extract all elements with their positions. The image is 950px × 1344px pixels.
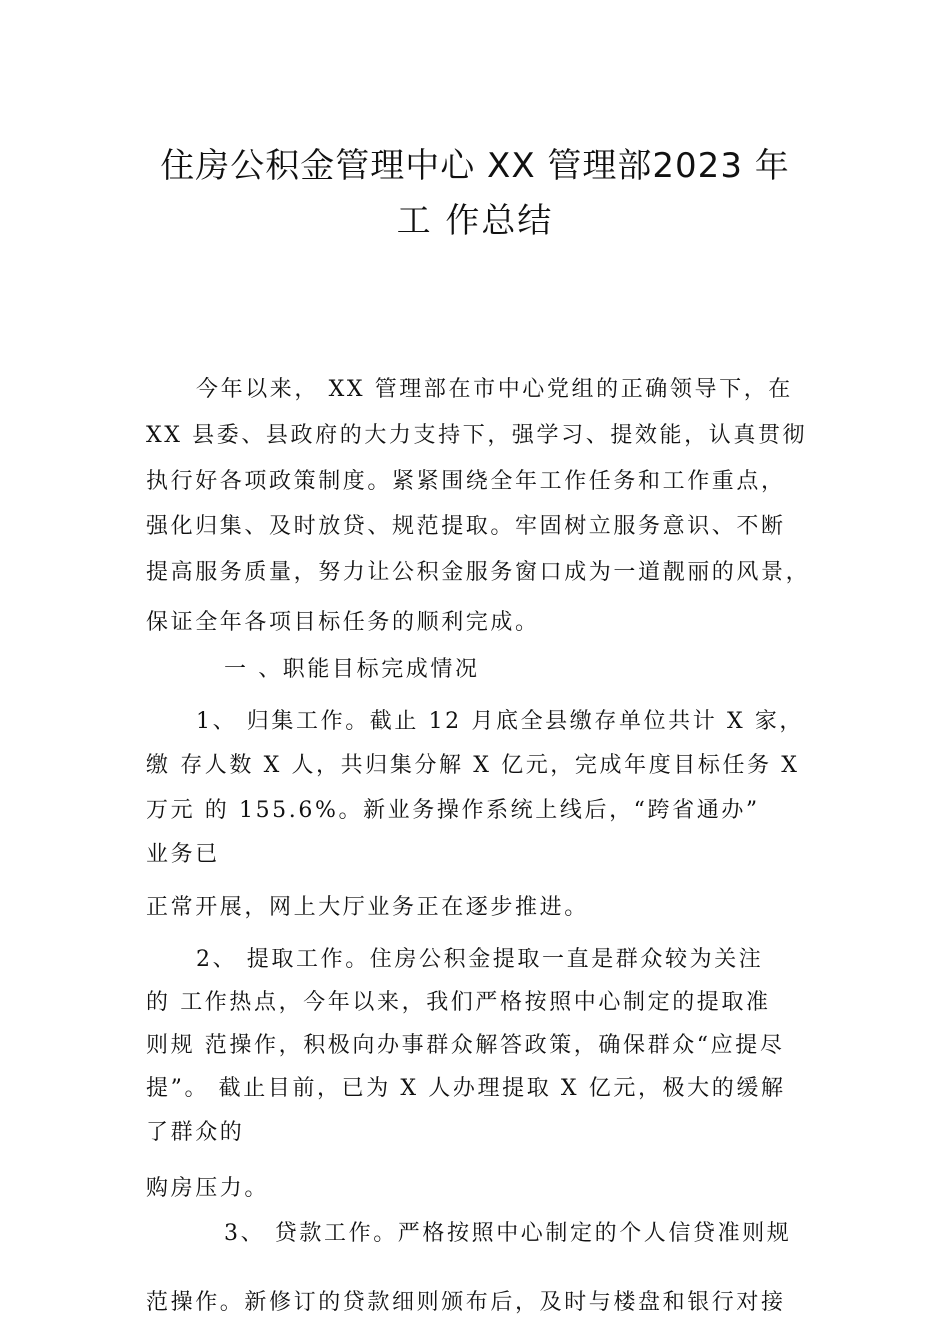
paragraph-line: 保证全年各项目标任务的顺利完成。 (146, 610, 540, 635)
paragraph-line: 正常开展，网上大厅业务正在逐步推进。 (146, 895, 589, 920)
paragraph-line: 3、 贷款工作。严格按照中心制定的个人信贷准则规 (224, 1221, 792, 1246)
paragraph-line: 1、 归集工作。截止 12 月底全县缴存单位共计 X 家， (196, 709, 805, 734)
paragraph-line: 了群众的 (146, 1120, 245, 1145)
document-title-line-1: 住房公积金管理中心 XX 管理部2023 年 (160, 146, 790, 186)
paragraph-line: 范操作。新修订的贷款细则颁布后，及时与楼盘和银行对接 (146, 1290, 786, 1315)
paragraph-line: 缴 存人数 X 人，共归集分解 X 亿元，完成年度目标任务 X (146, 753, 800, 778)
paragraph-line: XX 县委、县政府的大力支持下，强学习、提效能，认真贯彻 (146, 423, 808, 448)
paragraph-line: 业务已 (146, 842, 220, 867)
document-title-line-2: 工 作总结 (396, 201, 554, 241)
paragraph-line: 2、 提取工作。住房公积金提取一直是群众较为关注 (196, 947, 764, 972)
paragraph-line: 的 工作热点，今年以来，我们严格按照中心制定的提取准 (146, 990, 771, 1015)
paragraph-line: 执行好各项政策制度。紧紧围绕全年工作任务和工作重点， (146, 469, 786, 494)
paragraph-line: 提”。 截止目前，已为 X 人办理提取 X 亿元，极大的缓解 (146, 1076, 786, 1101)
paragraph-line: 则规 范操作，积极向办事群众解答政策，确保群众“应提尽 (146, 1033, 785, 1058)
paragraph-line: 万元 的 155.6%。新业务操作系统上线后，“跨省通办” (146, 798, 760, 823)
paragraph-line: 今年以来， XX 管理部在市中心党组的正确领导下，在 (196, 377, 793, 402)
paragraph-line: 提高服务质量，努力让公积金服务窗口成为一道靓丽的风景， (146, 560, 811, 585)
section-heading: 一 、职能目标完成情况 (224, 657, 480, 682)
paragraph-line: 购房压力。 (146, 1176, 270, 1201)
paragraph-line: 强化归集、及时放贷、规范提取。牢固树立服务意识、不断 (146, 514, 786, 539)
